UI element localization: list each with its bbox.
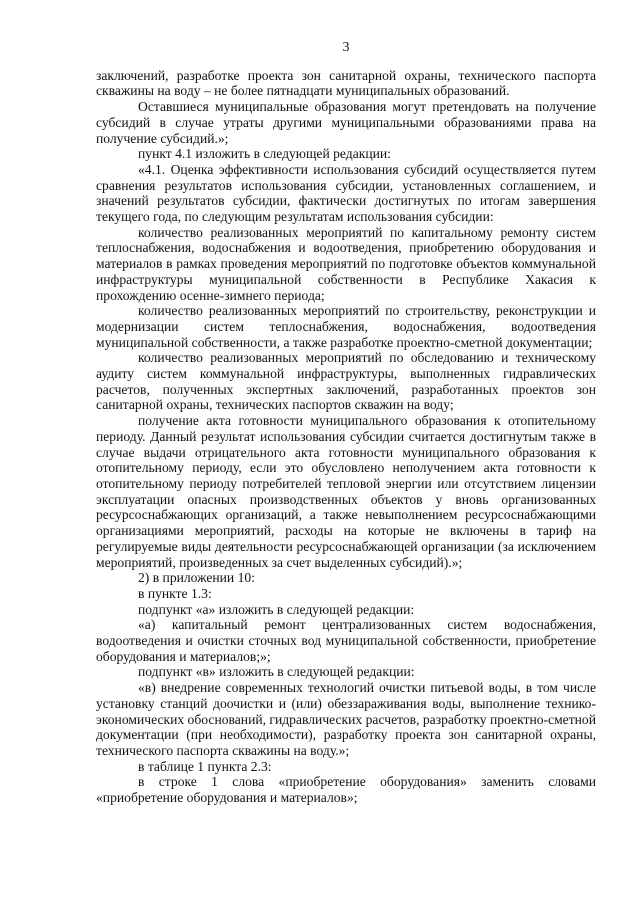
- paragraph-11: подпункт «а» изложить в следующей редакции:: [138, 601, 415, 617]
- paragraph-16: в строке 1 слова «приобретение оборудования» заменить словами «приобретение оборудования и материалов»;: [96, 774, 596, 806]
- page-number: 3: [342, 40, 350, 55]
- document-page: [96, 40, 596, 806]
- paragraph-9: 2) в приложении 10:: [138, 570, 255, 586]
- paragraph-2: Оставшиеся муниципальные образования могут претендовать на получение субсидий в случае утраты другими муниципальными образованиями права на получение субсидий.»;: [96, 99, 596, 146]
- paragraph-7: количество реализованных мероприятий по обследованию и техническому аудиту систем коммунальной инфраструктуры, выполненных гидравлических расчетов, полученных экспертных заключений, разработанных проектов зон санитарной охраны, технических паспортов скважин на воду;: [96, 350, 596, 413]
- paragraph-4: «4.1. Оценка эффективности использования субсидий осуществляется путем сравнения результатов использования субсидии, установленных соглашением, и значений результатов субсидии, фактически достигнутых по итогам завершения текущего года, по следующим результатам использования субсидии:: [96, 161, 596, 225]
- paragraph-13: подпункт «в» изложить в следующей редакции:: [138, 664, 415, 680]
- paragraph-3: пункт 4.1 изложить в следующей редакции:: [138, 146, 391, 162]
- paragraph-5: количество реализованных мероприятий по капитальному ремонту систем теплоснабжения, водоснабжения и водоотведения, приобретению оборудования и материалов в рамках проведения мероприятий по подготовке объектов коммунальной инфраструктуры муниципальной собственности в Республике Хакасия к прохождению осенне-зимнего периода;: [96, 224, 596, 303]
- paragraph-10: в пункте 1.3:: [138, 585, 212, 601]
- paragraph-6: количество реализованных мероприятий по строительству, реконструкции и модернизации систем теплоснабжения, водоснабжения, водоотведения муниципальной собственности, а также разработке проектно-сметной документации;: [96, 303, 596, 350]
- paragraph-15: в таблице 1 пункта 2.3:: [138, 758, 272, 774]
- paragraph-14: «в) внедрение современных технологий очистки питьевой воды, в том числе установку станций доочистки и (или) обеззараживания воды, выполнение технико-экономических обоснований, гидравлических расчетов, разработку проектно-сметной документации (при необходимости), разработку проекта зон санитарной охраны, технического паспорта скважины на воду.»;: [96, 680, 596, 758]
- paragraph-8: получение акта готовности муниципального образования к отопительному периоду. Данный результат использования субсидии считается достигнутым также в случае выдачи отрицательного акта готовности муниципального образования к отопительному периоду, если это обусловлено неполучением акта готовности к отопительному периоду потребителей тепловой энергии или отсутствием лицензии эксплуатации опасных производственных объектов у вновь организованных ресурсоснабжающих организаций, а также невыполнением ресурсоснабжающими организациями мероприятий, расходы на которые не включены в тариф на регулируемые виды деятельности ресурсоснабжающей организации (за исключением мероприятий, произведенных за счет выделенных субсидий).»;: [96, 413, 596, 570]
- paragraph-12: «а) капитальный ремонт централизованных систем водоснабжения, водоотведения и очистки сточных вод муниципальной собственности, приобретение оборудования и материалов;»;: [96, 617, 596, 664]
- paragraph-1: заключений, разработке проекта зон санитарной охраны, технического паспорта скважины на воду – не более пятнадцати муниципальных образований.: [96, 67, 596, 99]
